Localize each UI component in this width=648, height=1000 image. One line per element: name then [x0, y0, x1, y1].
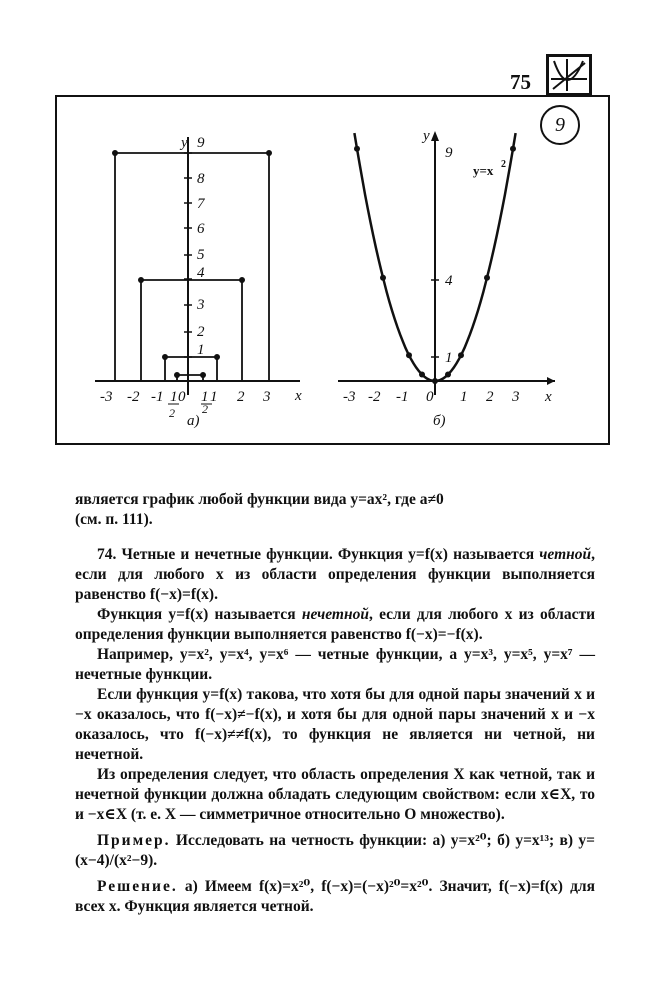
- paragraph-task: Пример. Исследовать на четность функции: а) y=x²⁰; б) y=x¹³; в) y=(x−4)/(x²−9).: [75, 832, 595, 869]
- parabola-point: [419, 372, 425, 378]
- paragraph-odd-definition: Функция y=f(x) называется нечетной, если для любого x из области определения функции выполняется равенство f(−x)=−f(x).: [75, 606, 595, 643]
- left-x-denom-2: 2: [202, 402, 208, 416]
- right-x-tick-m2: -2: [368, 389, 381, 405]
- figure-number: 9: [540, 105, 580, 145]
- left-x-tick-0: 0: [178, 389, 186, 405]
- left-x-tick-m1: -1: [151, 389, 164, 405]
- left-x-tick-2: 2: [237, 389, 245, 405]
- right-x-tick-m1: -1: [396, 389, 409, 405]
- left-y-tick-7: 7: [197, 196, 205, 212]
- section-title: Четные и нечетные функции.: [121, 546, 333, 563]
- right-function-label: y=x: [473, 163, 494, 178]
- paragraph-examples: Например, y=x², y=x⁴, y=x⁶ — четные функции, а y=x³, y=x⁵, y=x⁷ — нечетные функции.: [75, 646, 595, 683]
- parabola-point: [380, 275, 386, 281]
- right-function-exp: 2: [501, 159, 506, 170]
- paragraph-graph-note: является график любой функции вида y=ax², где a≠0: [75, 491, 444, 508]
- right-x-tick-0: 0: [426, 389, 434, 405]
- right-x-tick-m3: -3: [343, 389, 356, 405]
- section-74: [75, 545, 595, 917]
- right-y-label: y: [423, 128, 430, 144]
- left-y-tick-9: 9: [197, 135, 205, 151]
- paragraph-graph-note-ref: (см. п. 111).: [75, 511, 153, 528]
- left-y-label: y: [181, 135, 188, 151]
- right-x-tick-2: 2: [486, 389, 494, 405]
- left-caption: а): [187, 413, 200, 429]
- left-y-tick-5: 5: [197, 247, 205, 263]
- left-rect-1: [165, 357, 217, 381]
- left-x-label: x: [295, 388, 302, 404]
- parabola-point: [432, 378, 438, 384]
- left-x-denom-1: 2: [169, 406, 175, 420]
- section-74-definition: 74. Четные и нечетные функции. Функция y=f(x) называется четной, если для любого x из области определения функции выполняется равенство f(−x)=f(x).: [75, 546, 595, 603]
- chapter-logo-icon: [545, 53, 593, 97]
- parabola-point: [458, 352, 464, 358]
- right-chart: [338, 128, 555, 429]
- left-y-tick-6: 6: [197, 221, 205, 237]
- left-x-tick-m3: -3: [100, 389, 113, 405]
- left-x-tick-m2: -2: [127, 389, 140, 405]
- right-y-tick-1: 1: [445, 350, 453, 366]
- left-y-tick-2: 2: [197, 324, 205, 340]
- figure-graphs: [55, 95, 610, 445]
- left-rect-3: [115, 153, 269, 381]
- paragraph-solution: Решение. а) Имеем f(x)=x²⁰, f(−x)=(−x)²⁰=x²⁰. Значит, f(−x)=f(x) для всех x. Функция является четной.: [75, 878, 595, 915]
- parabola-point: [406, 352, 412, 358]
- left-y-tick-1: 1: [197, 342, 205, 358]
- left-rect-2: [141, 280, 242, 381]
- left-y-tick-4: 4: [197, 265, 205, 281]
- paragraph-domain: Из определения следует, что область определения X как четной, так и нечетной функции должна обладать следующим свойством: если x∈X, то и −x∈X (т. е. X — симметричное относительно O множество).: [75, 766, 595, 823]
- left-x-tick-3: 3: [263, 389, 271, 405]
- page-number: 75: [510, 70, 531, 94]
- left-chart: [95, 135, 302, 429]
- section-number: 74.: [97, 546, 117, 563]
- left-x-tick-half: 1: [201, 389, 209, 405]
- parabola-point: [445, 372, 451, 378]
- text-intro: [75, 490, 595, 530]
- parabola-point: [354, 146, 360, 152]
- paragraph-neither: Если функция y=f(x) такова, что хотя бы для одной пары значений x и −x оказалось, что f(−x)≠−f(x), и хотя бы для одной пары значений x и −x оказалось, что f(−x)≠≠f(x), то функция не является ни четной, ни нечетной.: [75, 686, 595, 763]
- right-x-tick-1: 1: [460, 389, 468, 405]
- parabola-point: [484, 275, 490, 281]
- right-y-tick-4: 4: [445, 273, 453, 289]
- left-y-tick-8: 8: [197, 171, 205, 187]
- right-x-tick-3: 3: [512, 389, 520, 405]
- left-y-tick-3: 3: [197, 297, 205, 313]
- left-x-tick-mhalf: 1: [170, 389, 178, 405]
- right-caption: б): [433, 413, 446, 429]
- parabola-point: [510, 146, 516, 152]
- right-x-label: x: [545, 389, 552, 405]
- right-y-tick-9: 9: [445, 145, 453, 161]
- left-x-tick-1: 1: [210, 389, 218, 405]
